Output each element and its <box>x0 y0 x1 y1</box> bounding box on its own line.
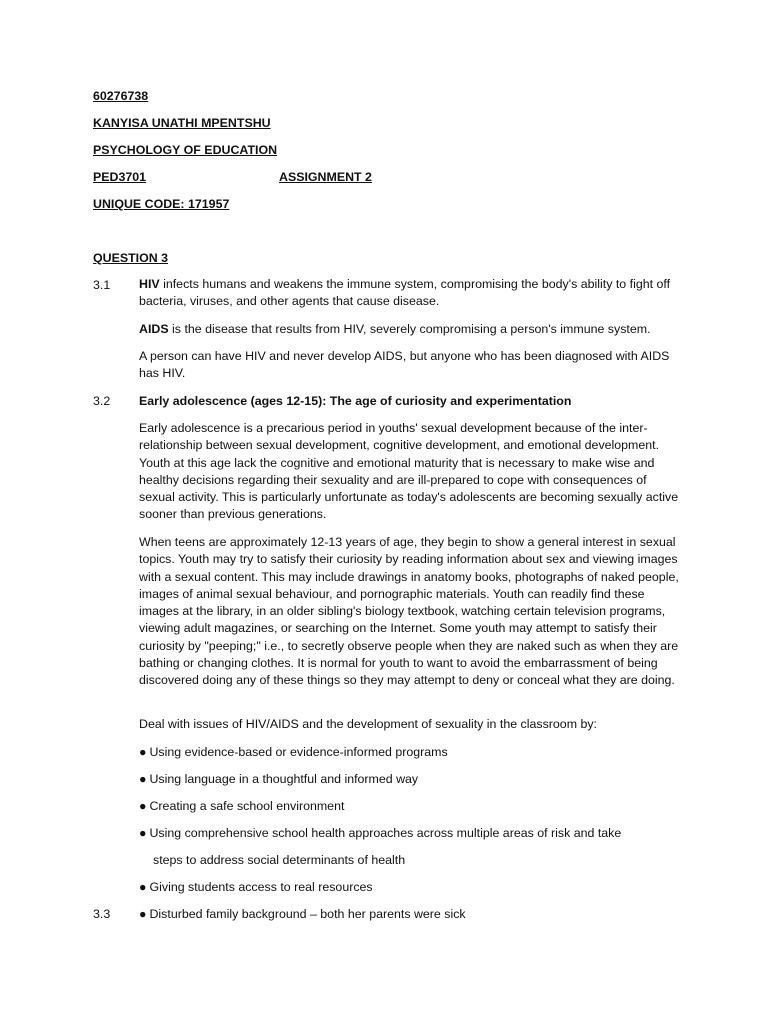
list-item <box>139 825 621 842</box>
paragraph-classroom-intro: Deal with issues of HIV/AIDS and the development of sexuality in the classroom by: <box>139 717 597 731</box>
hiv-term: HIV <box>139 277 160 291</box>
aids-term: AIDS <box>139 322 169 336</box>
bullet-icon: ● <box>139 907 147 921</box>
list-item <box>139 879 373 896</box>
student-number: 60276738 <box>93 89 149 103</box>
hiv-definition <box>139 276 679 311</box>
bullet-icon: ● <box>139 745 147 759</box>
section-heading-3-2: Early adolescence (ages 12-15): The age of curiosity and experimentation <box>139 394 572 408</box>
aids-definition <box>139 321 679 338</box>
list-item <box>139 771 418 788</box>
student-name: KANYISA UNATHI MPENTSHU <box>93 116 271 130</box>
bullet-icon: ● <box>139 799 147 813</box>
paragraph-curiosity: When teens are approximately 12-13 years of age, they begin to show a general interest in sexual topics. Youth may try to satisfy their curiosity by reading information about sex and viewing images with a sexual content. This may include drawings in anatomy books, photographs of naked people, images of animal sexual behaviour, and pornographic materials. Youth can readily find these images at the library, in an older sibling's biology textbook, watching certain television programs, viewing adult magazines, or searching on the Internet. Some youth may attempt to satisfy their curiosity by "peeping;" i.e., to secretly observe people when they are naked such as when they are bathing or changing clothes. It is normal for youth to want to avoid the embarrassment of being discovered doing any of these things so they may attempt to deny or conceal what they are doing. <box>139 535 679 688</box>
list-item-text: Giving students access to real resources <box>149 880 373 894</box>
list-item-continuation: steps to address social determinants of health <box>153 853 406 867</box>
list-item <box>139 744 448 761</box>
list-item <box>139 906 466 923</box>
section-number-3-2: 3.2 <box>93 394 111 408</box>
section-number-3-1: 3.1 <box>93 278 111 292</box>
module-code: PED3701 <box>93 170 147 184</box>
list-item-text: Using comprehensive school health approaches across multiple areas of risk and take <box>149 826 622 840</box>
bullet-icon: ● <box>139 880 147 894</box>
list-item-text: Disturbed family background – both her parents were sick <box>149 907 466 921</box>
list-item-text: Using evidence-based or evidence-informed programs <box>149 745 448 759</box>
aids-text: is the disease that results from HIV, severely compromising a person's immune system. <box>168 322 651 336</box>
list-item <box>139 798 344 815</box>
list-item-text: Creating a safe school environment <box>149 799 345 813</box>
hiv-aids-relation: A person can have HIV and never develop AIDS, but anyone who has been diagnosed with AIDS has HIV. <box>139 349 670 381</box>
bullet-icon: ● <box>139 826 147 840</box>
unique-code: UNIQUE CODE: 171957 <box>93 197 230 211</box>
section-number-3-3: 3.3 <box>93 907 111 921</box>
module-name: PSYCHOLOGY OF EDUCATION <box>93 143 278 157</box>
assignment-label: ASSIGNMENT 2 <box>279 170 372 184</box>
question-heading: QUESTION 3 <box>93 251 169 265</box>
bullet-icon: ● <box>139 772 147 786</box>
hiv-text: infects humans and weakens the immune system, compromising the body's ability to fight off bacteria, viruses, and other agents that cause disease. <box>139 277 671 309</box>
paragraph-early-adolescence: Early adolescence is a precarious period in youths' sexual development because of the inter-relationship between sexual development, cognitive development, and emotional development. Youth at this age lack the cognitive and emotional maturity that is necessary to make wise and healthy decisions regarding their sexuality and are ill-prepared to cope with consequences of sexual activity. This is particularly unfortunate as today's adolescents are becoming sexually active sooner than previous generations. <box>139 421 679 522</box>
list-item-text: Using language in a thoughtful and informed way <box>149 772 419 786</box>
